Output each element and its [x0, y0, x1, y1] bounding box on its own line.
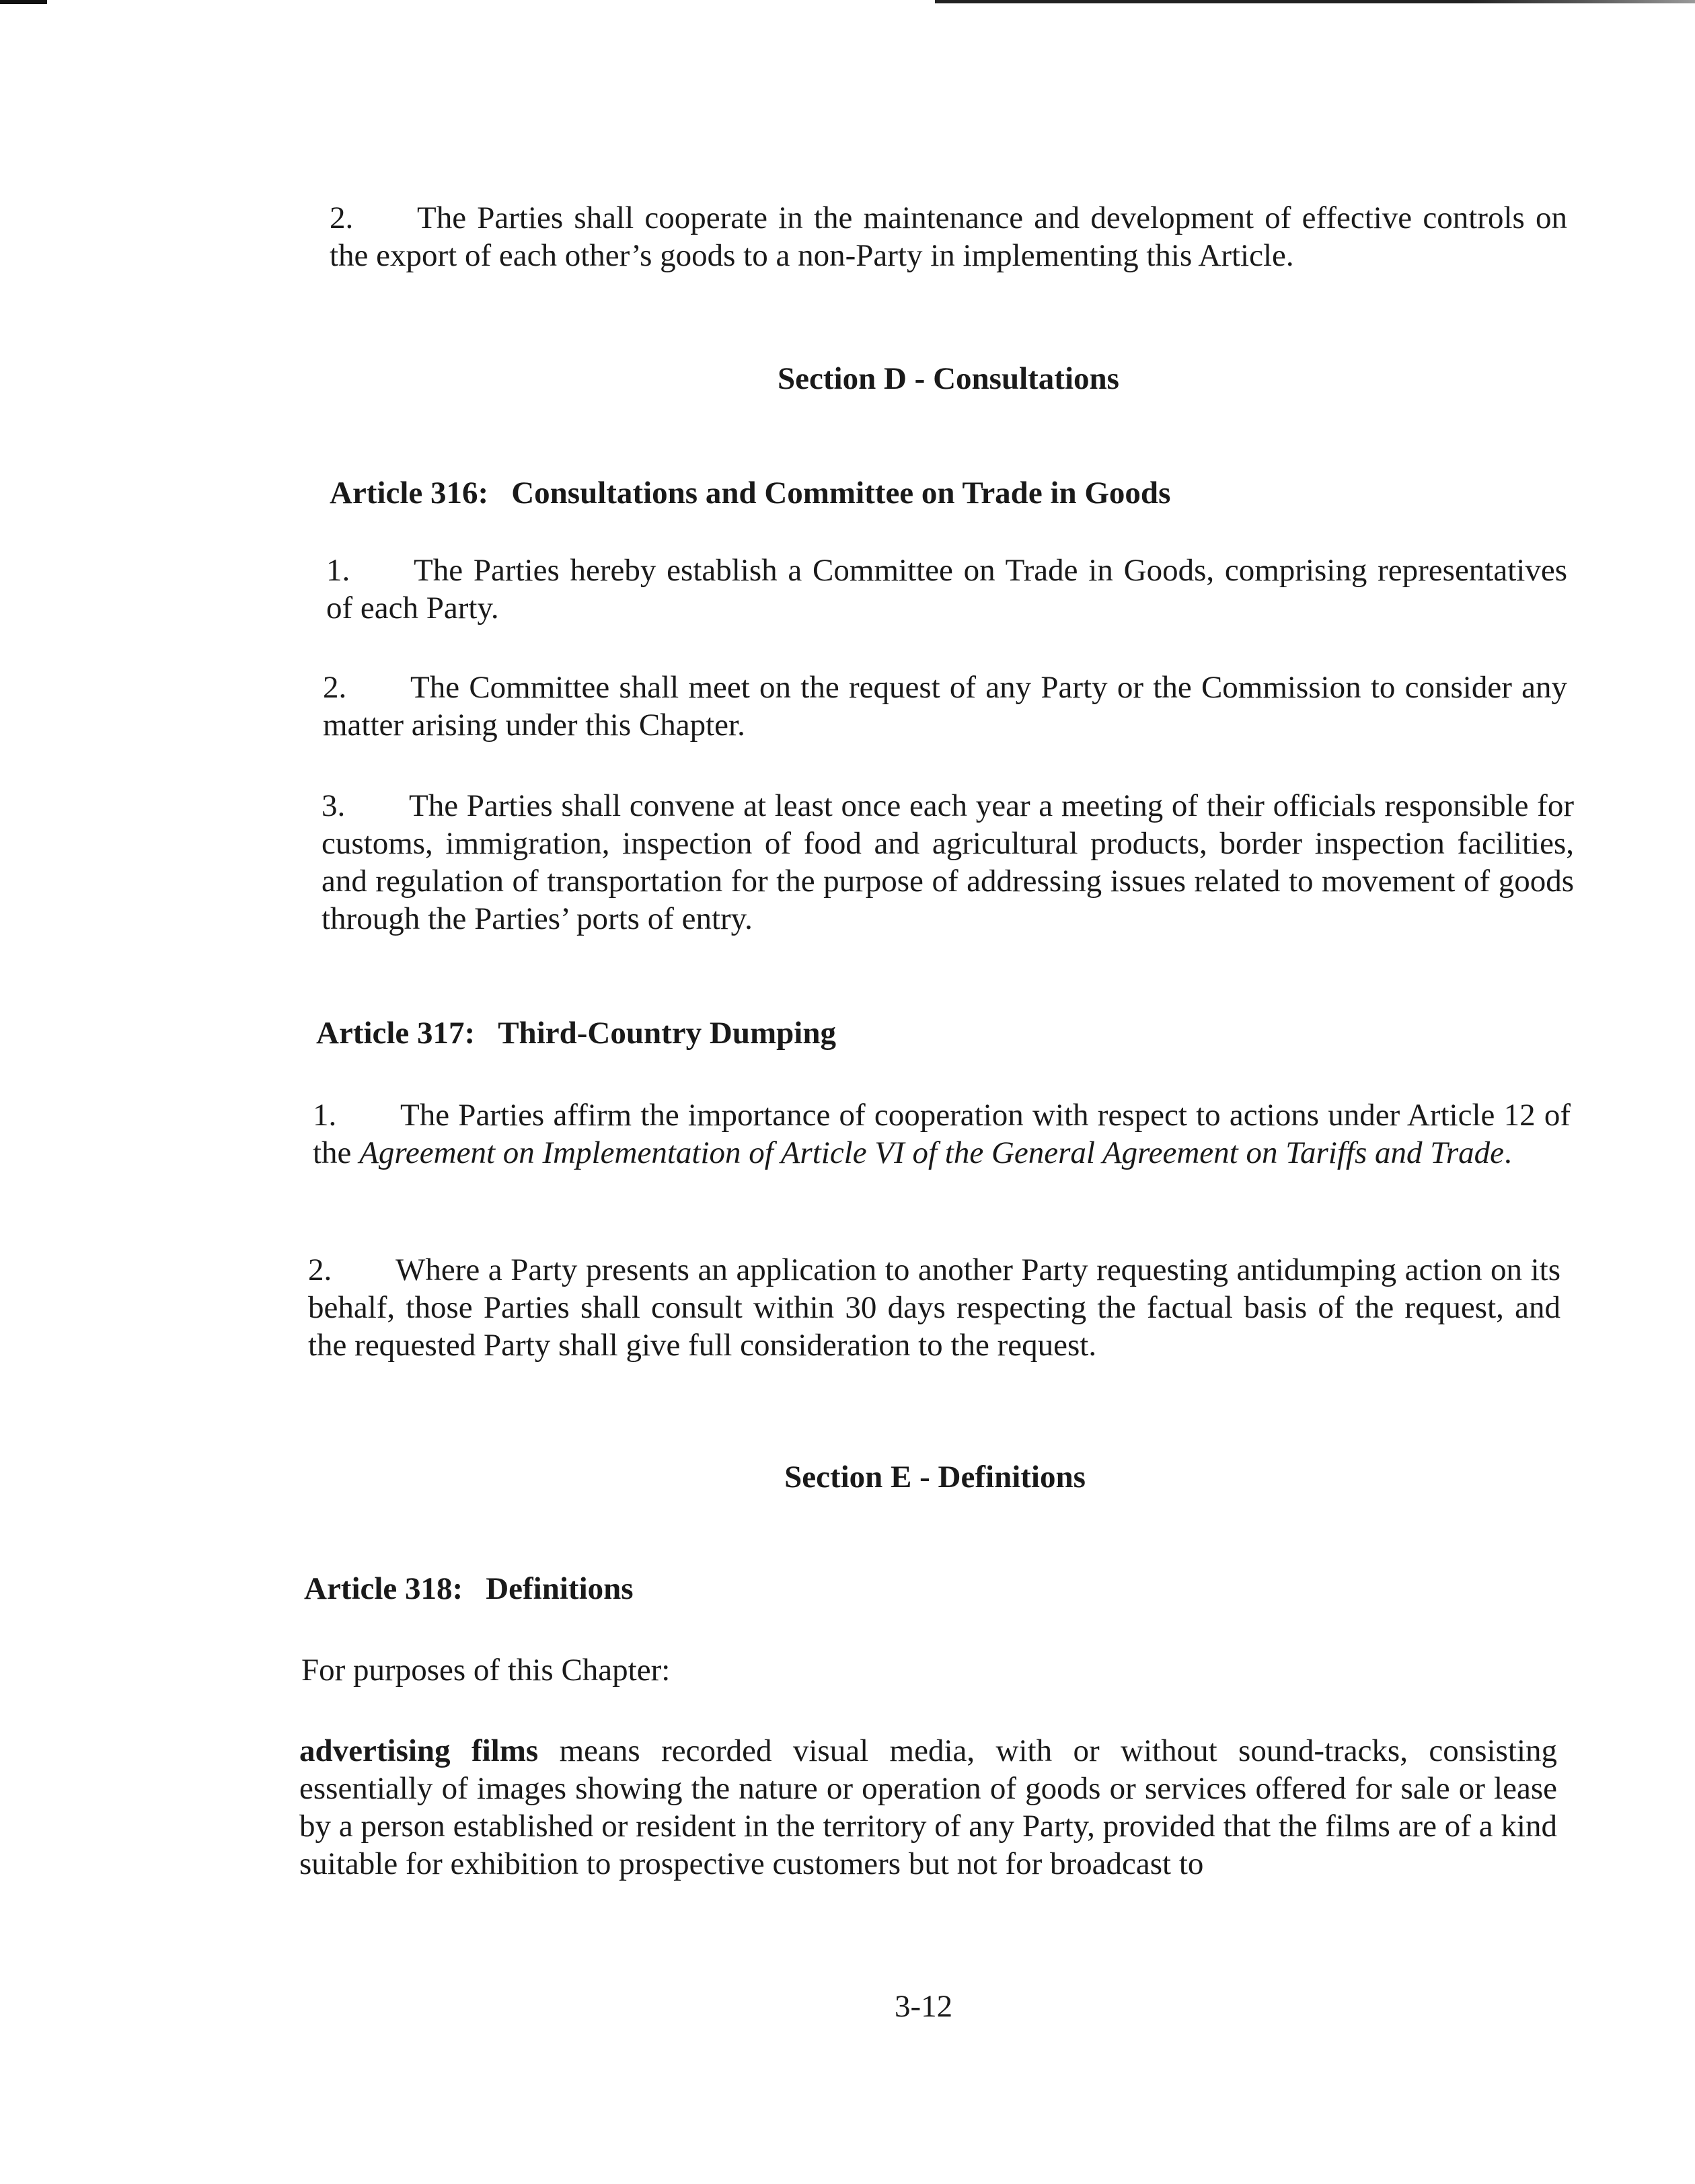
agreement-title: Agreement on Implementation of Article VI of the General Agreement on Tariffs and Trade — [359, 1135, 1504, 1170]
paragraph-number: 2. — [308, 1252, 332, 1287]
article-label: Article 316: — [330, 476, 489, 511]
paragraph-text: The Parties shall cooperate in the maintenance and development of effective controls on the export of each other’s goods to a non-Party in implementing this Article. — [330, 200, 1567, 273]
article-label: Article 317: — [316, 1016, 476, 1051]
paragraph-number: 2. — [323, 670, 347, 705]
paragraph-number: 1. — [313, 1098, 337, 1133]
article-title: Consultations and Committee on Trade in Goods — [511, 476, 1171, 511]
section-e-heading: Section E - Definitions — [784, 1460, 1086, 1495]
paragraph-number: 1. — [326, 553, 350, 588]
defined-term: advertising films — [299, 1733, 539, 1768]
article-title: Third-Country Dumping — [498, 1016, 836, 1051]
paragraph-number: 2. — [330, 200, 354, 235]
scan-edge-mark-left — [0, 0, 47, 4]
article-318-intro — [301, 1651, 1559, 1689]
paragraph-text: Where a Party presents an application to another Party requesting antidumping action on its behalf, those Parties shall consult within 30 days respecting the factual basis of the request, and the requested Party shall give full consideration to the request. — [308, 1252, 1560, 1363]
article-title: Definitions — [486, 1571, 634, 1606]
section-d-heading: Section D - Consultations — [778, 361, 1119, 396]
article-315-paragraph-2 — [330, 199, 1567, 274]
article-label: Article 318: — [304, 1571, 463, 1606]
article-318-heading — [304, 1570, 634, 1608]
definition-text: means recorded visual media, with or without sound-tracks, consisting essentially of images showing the nature or operation of goods or services offered for sale or lease by a person established or resident in the territory of any Party, provided that the films are of a kind suitable for exhibition to prospective customers but not for broadcast to — [299, 1733, 1557, 1881]
article-316-heading — [330, 474, 1170, 512]
article-317-paragraph-1 — [313, 1096, 1571, 1172]
article-316-paragraph-2 — [323, 669, 1567, 744]
intro-text: For purposes of this Chapter: — [301, 1653, 671, 1688]
paragraph-number: 3. — [322, 788, 346, 823]
article-317-heading — [316, 1014, 836, 1052]
article-316-paragraph-1 — [326, 552, 1567, 627]
paragraph-text: The Parties hereby establish a Committee on Trade in Goods, comprising representatives of each Party. — [326, 553, 1567, 626]
paragraph-text: The Committee shall meet on the request of any Party or the Commission to consider any matter arising under this Chapter. — [323, 670, 1567, 743]
paragraph-text: The Parties shall convene at least once each year a meeting of their officials responsible for customs, immigration, inspection of food and agricultural products, border inspection facilities, and regulation of transportation for the purpose of addressing issues related to movement of goods through the Parties’ ports of entry. — [322, 788, 1574, 936]
article-316-paragraph-3 — [322, 787, 1574, 938]
definition-advertising-films — [299, 1732, 1557, 1883]
page-number: 3-12 — [895, 1989, 953, 2024]
article-317-paragraph-2 — [308, 1251, 1560, 1364]
paragraph-text: The Parties affirm the importance of cooperation with respect to actions under Article 12 of the — [313, 1098, 1571, 1170]
paragraph-text-end: . — [1503, 1135, 1512, 1170]
scan-edge-mark-right — [935, 0, 1695, 3]
